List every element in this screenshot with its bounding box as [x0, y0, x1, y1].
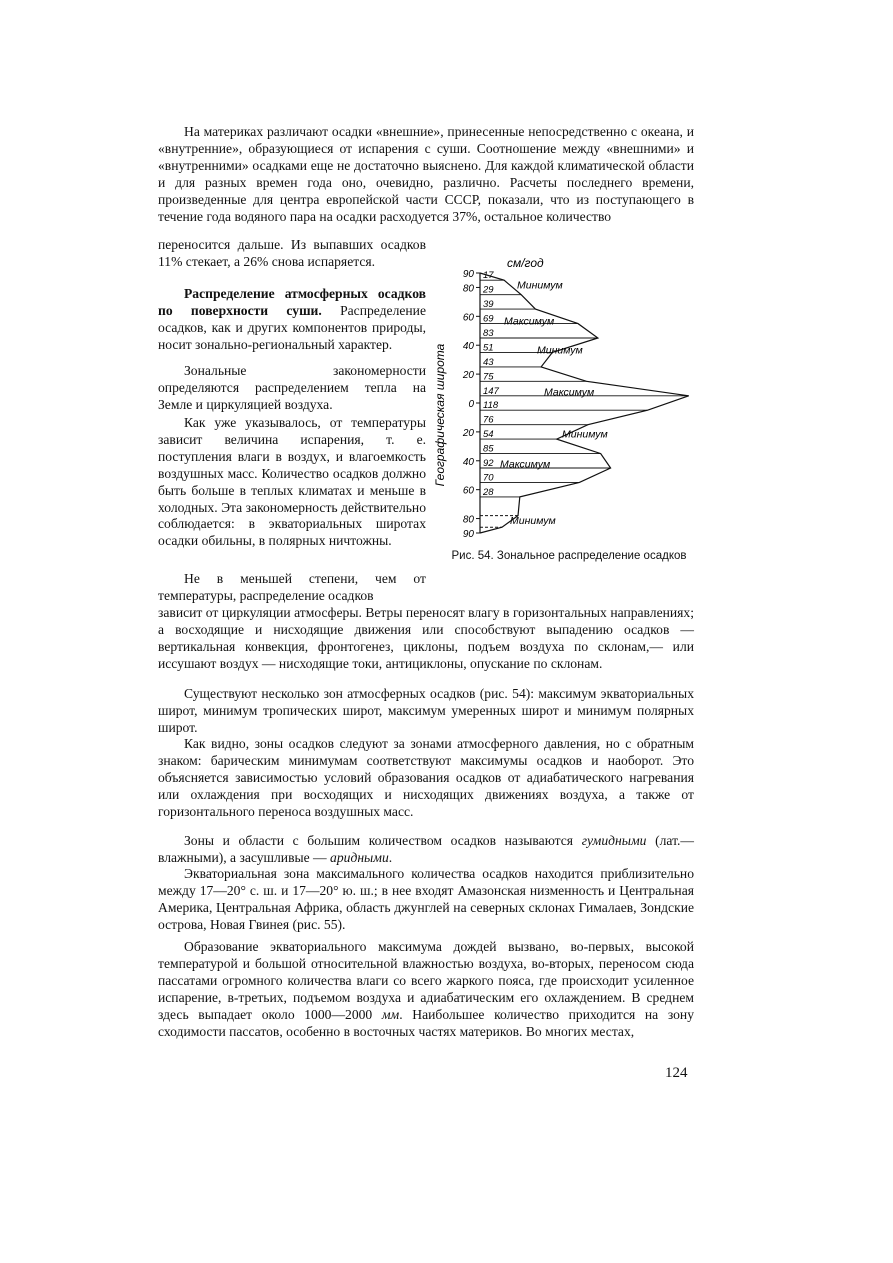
value-label: 54 — [483, 429, 494, 441]
value-label: 76 — [483, 414, 494, 426]
paragraph-10 — [158, 939, 694, 1040]
text: (лат.— влажными), а засушливые — — [158, 833, 694, 865]
tick-label: 80 — [462, 514, 474, 526]
paragraph-7: Как видно, зоны осадков следуют за зонами атмосферного давления, но с обратным знаком: барическим минимумам соответствуют максимумы осадков и наоборот. Это объясняется зависимостью условий образования осадков от адиабатического нагревания или охлаждения при восходящих и нисходящих движениях воздуха, а также от горизонтального переноса воздушных масс. — [158, 736, 694, 819]
section-paragraph — [158, 286, 426, 354]
value-label: 147 — [483, 385, 499, 397]
zone-label: Максимум — [500, 458, 551, 471]
value-label: 92 — [483, 458, 494, 469]
term-arid: аридными — [330, 849, 389, 865]
zone-label: Максимум — [544, 386, 595, 399]
text: Образование экваториального максимума дождей вызвано, во-первых, высокой температурой и большой относительной влажностью воздуха, во-вторых, переносом сюда пассатами огромного количества влаги со всего жаркого пояса, где происходит усиленное испарение, в-третьих, подъемом воздуха и адиабатическим его охлаждением. В среднем здесь выпадает около 1000—2000 — [158, 939, 694, 1022]
value-label: 43 — [483, 356, 494, 368]
axis-label: Географическая широта — [433, 343, 447, 487]
paragraph-3: Зональные закономерности определяются распределением тепла на Земле и циркуляцией воздуха. — [158, 363, 426, 412]
paragraph-5-start: Не в меньшей степени, чем от температуры, распределение осадков — [158, 571, 426, 603]
value-label: 17 — [483, 270, 494, 282]
section-heading: Распределение атмосферных осадков по поверхности суши. — [158, 286, 426, 318]
value-label: 29 — [483, 284, 494, 296]
zone-labels — [500, 280, 608, 527]
unit-label: см/год — [507, 256, 544, 270]
figure-caption: Рис. 54. Зональное распределение осадков — [451, 550, 687, 562]
value-labels — [482, 270, 500, 498]
tick-label: 40 — [462, 341, 474, 353]
paragraph-5-rest: зависит от циркуляции атмосферы. Ветры переносят влагу в горизонтальных направлениях; а восходящие и нисходящие движения или способствуют выпадению осадков — вертикальная конвекция, фронтогенез, циклоны, подъем воздуха по склонам,— или иссушают воздух — нисходящие токи, антициклоны, опускание по склонам. — [158, 605, 694, 671]
precipitation-curve — [480, 273, 689, 533]
zone-label: Минимум — [517, 279, 563, 292]
paragraph-1: На материках различают осадки «внешние», принесенные непосредственно с океана, и «внутренние», образующиеся от испарения с суши. Соотношение между «внешними» и «внутренними» осадками еще не достаточно выяснено. Для каждой климатической области и для разных времен года оно, очевидно, различно. Расчеты последнего времени, произведенные для центра европейской части СССР, показали, что из поступающего в течение года водяного пара на осадки расходуется 37%, остальное количество — [158, 124, 694, 224]
paragraph-8 — [158, 833, 694, 867]
zone-label: Минимум — [510, 515, 556, 527]
text: Зоны и области с большим количеством осадков называются — [184, 833, 582, 848]
value-label: 51 — [483, 342, 494, 354]
paragraph-6: Существуют несколько зон атмосферных осадков (рис. 54): максимум экваториальных широт, минимум тропических широт, максимум умеренных широт и минимум полярных широт. — [158, 686, 694, 735]
figure-54 — [432, 255, 692, 545]
unit: мм — [381, 1006, 400, 1022]
latitude-ticks — [462, 269, 480, 540]
tick-label: 60 — [462, 312, 474, 324]
tick-label: 90 — [462, 529, 474, 540]
value-label: 70 — [483, 472, 494, 484]
zone-label: Максимум — [504, 315, 555, 328]
value-label: 83 — [483, 328, 494, 339]
text: . Наибольшее количество приходится на зону сходимости пассатов, особенно в восточных частях материков. Во многих местах, — [158, 1006, 694, 1039]
paragraph-9: Экваториальная зона максимального количества осадков находится приблизительно между 17—20° с. ш. и 17—20° ю. ш.; в нее входят Амазонская низменность и Центральная Америка, Центральная Африка, область джунглей на северных склонах Гималаев, Зондские острова, Новая Гвинея (рис. 55). — [158, 866, 694, 932]
value-label: 85 — [483, 443, 494, 455]
tick-label: 60 — [462, 485, 474, 497]
value-label: 75 — [483, 371, 494, 383]
value-label: 69 — [483, 313, 494, 325]
text: . — [388, 849, 393, 865]
zone-label: Минимум — [537, 344, 583, 357]
zone-label: Минимум — [562, 428, 608, 441]
tick-label: 40 — [462, 456, 474, 468]
section-text: Распределение осадков, как и других компонентов природы, носит зонально-региональный характер. — [158, 302, 426, 352]
paragraph-1-tail: переносится дальше. Из выпавших осадков 11% стекает, а 26% снова испаряется. — [158, 237, 426, 269]
tick-label: 90 — [462, 269, 474, 280]
tick-label: 0 — [468, 399, 474, 410]
value-label: 118 — [483, 400, 499, 412]
term-humid: гумидными — [581, 833, 647, 848]
tick-label: 20 — [462, 370, 474, 382]
value-label: 28 — [483, 486, 494, 498]
tick-label: 80 — [462, 283, 474, 295]
tick-label: 20 — [462, 427, 474, 439]
value-label: 39 — [483, 299, 494, 311]
paragraph-4: Как уже указывалось, от температуры зависит величина испарения, т. е. поступления влаги в воздух, и влагоемкость воздушных масс. Количество осадков должно быть больше в теплых климатах и меньше в холодных. Эта закономерность действительно соблюдается: в экваториальных широтах осадки обильны, в полярных ничтожны. — [158, 415, 426, 549]
page-number: 124 — [665, 1065, 688, 1081]
